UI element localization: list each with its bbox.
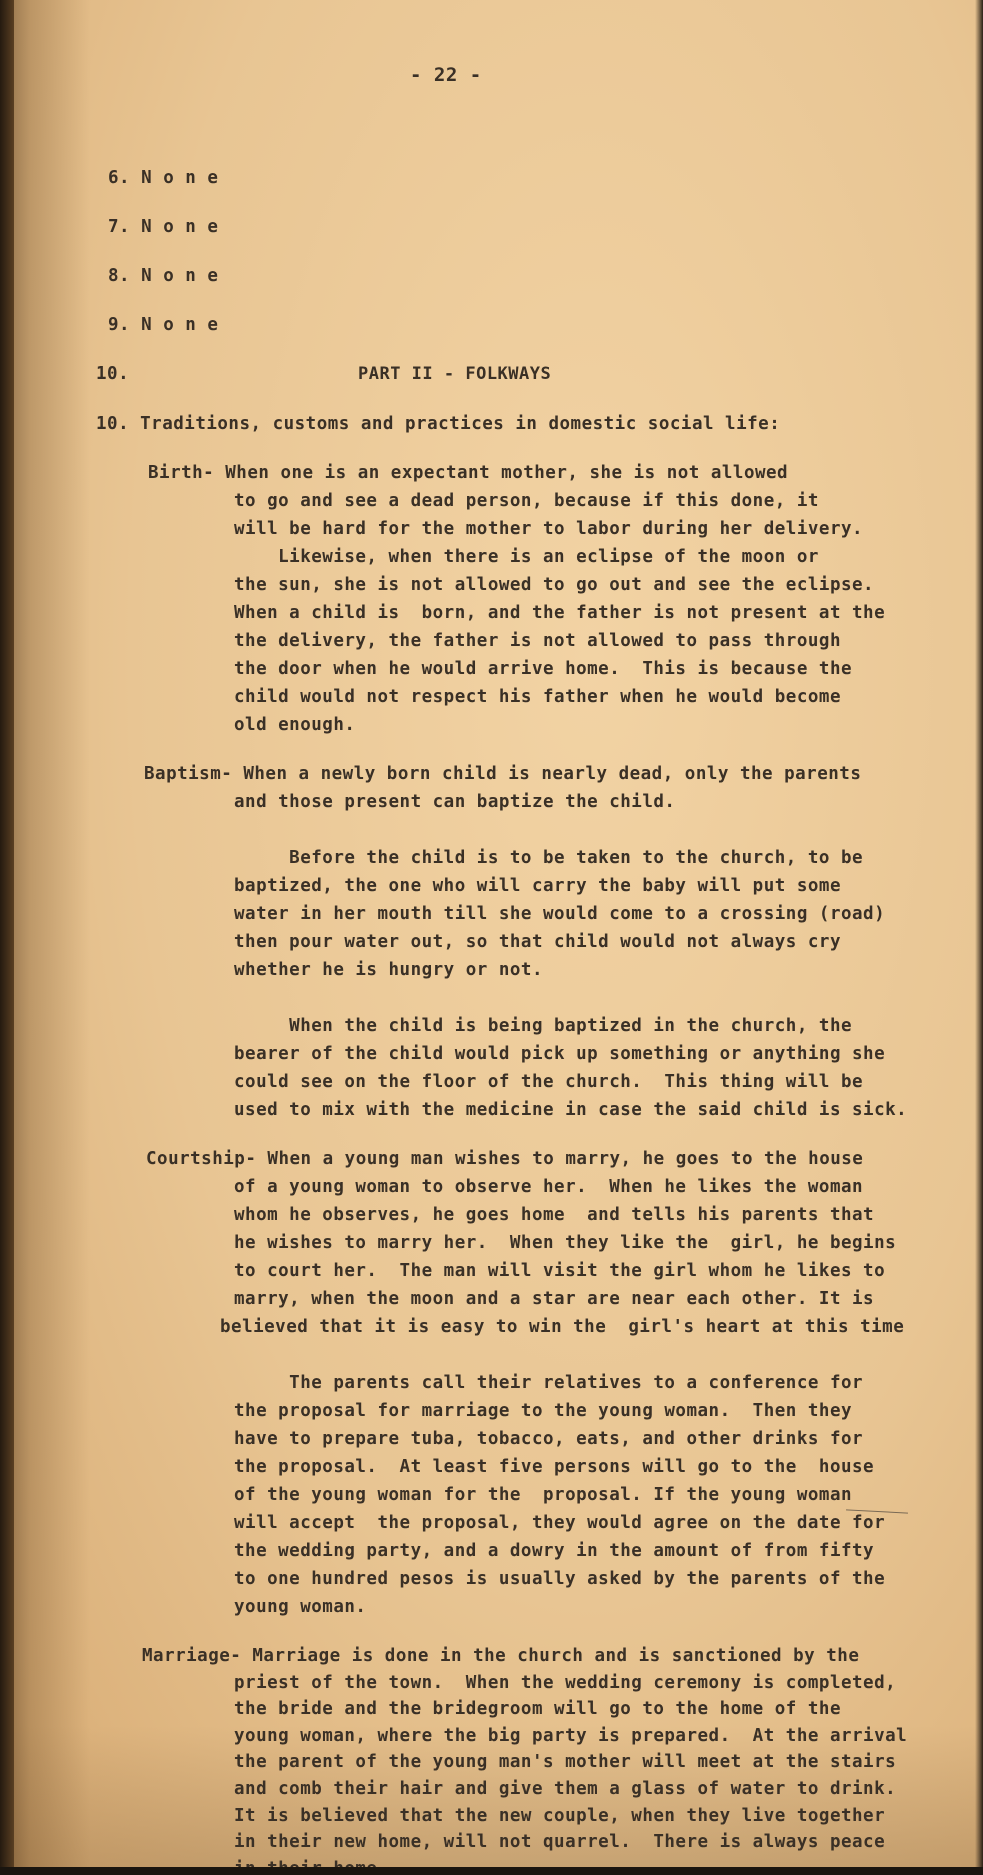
numbered-item: 6. N o n e <box>108 168 219 188</box>
text-line: could see on the floor of the church. This thing will be <box>234 1072 864 1092</box>
courtship-paragraph-first-line: Courtship- When a young man wishes to marry, he goes to the house <box>146 1149 864 1169</box>
text-line: marry, when the moon and a star are near each other. It is <box>234 1289 875 1309</box>
text-line: young woman. <box>234 1597 367 1617</box>
text-line: the proposal for marriage to the young woman. Then they <box>234 1401 853 1421</box>
text-line: young woman, where the big party is prepared. At the arrival <box>234 1725 908 1746</box>
text-line: priest of the town. When the wedding ceremony is completed, <box>234 1672 897 1693</box>
numbered-item: 8. N o n e <box>108 266 219 286</box>
text-line: and comb their hair and give them a glass of water to drink. <box>234 1779 897 1799</box>
text-line: bearer of the child would pick up something or anything she <box>234 1044 886 1064</box>
marriage-paragraph-first-line: Marriage- Marriage is done in the church and is sanctioned by the <box>142 1646 860 1666</box>
marriage-label: Marriage- <box>142 1646 242 1666</box>
text-line: the bride and the bridegroom will go to the home of the <box>234 1699 841 1720</box>
page-edge-shadow <box>975 0 983 1875</box>
text-line: the door when he would arrive home. This is because the <box>234 659 853 679</box>
text-line: the parent of the young man's mother will meet at the stairs <box>234 1752 897 1773</box>
text-line: baptized, the one who will carry the baby will put some <box>234 876 841 896</box>
text-line: then pour water out, so that child would not always cry <box>234 932 841 952</box>
text-line: he wishes to marry her. When they like the girl, he begins <box>234 1233 897 1253</box>
page-number: - 22 - <box>410 64 482 86</box>
text-line: of a young woman to observe her. When he likes the woman <box>234 1177 864 1197</box>
text-line: When the child is being baptized in the church, the <box>234 1016 853 1036</box>
section-intro: 10. Traditions, customs and practices in domestic social life: <box>96 414 781 434</box>
text-line: It is believed that the new couple, when they live together <box>234 1805 886 1826</box>
text-line: water in her mouth till she would come to a crossing (road) <box>234 904 886 924</box>
text-line: will accept the proposal, they would agree on the date for <box>234 1513 886 1533</box>
text-line: the wedding party, and a dowry in the amount of from fifty <box>234 1541 875 1561</box>
numbered-item: 9. N o n e <box>108 315 219 335</box>
birth-paragraph-first-line: Birth- When one is an expectant mother, she is not allowed <box>148 463 789 483</box>
text-line: believed that it is easy to win the girl's heart at this time <box>220 1317 905 1337</box>
text-line: When a child is born, and the father is not present at the <box>234 603 886 623</box>
courtship-label: Courtship- <box>146 1149 257 1169</box>
text-line: Likewise, when there is an eclipse of the moon or <box>234 547 819 567</box>
text-line: and those present can baptize the child. <box>234 792 676 812</box>
text-line: will be hard for the mother to labor during her delivery. <box>234 519 864 539</box>
text-line: Before the child is to be taken to the church, to be <box>234 848 864 868</box>
text-line: The parents call their relatives to a conference for <box>234 1373 864 1393</box>
baptism-label: Baptism- <box>144 764 233 784</box>
text-line: in their new home, will not quarrel. There is always peace <box>234 1832 886 1853</box>
birth-label: Birth- <box>148 463 215 483</box>
page-binding-shadow <box>0 0 14 1875</box>
text-line: old enough. <box>234 715 356 735</box>
text-line: child would not respect his father when he would become <box>234 687 841 707</box>
text-line: whom he observes, he goes home and tells his parents that <box>234 1205 875 1225</box>
text-line: the delivery, the father is not allowed to pass through <box>234 631 841 651</box>
text-line: to go and see a dead person, because if this done, it <box>234 491 819 511</box>
text-line: whether he is hungry or not. <box>234 960 544 980</box>
page-bottom-edge <box>0 1867 983 1875</box>
text-line: have to prepare tuba, tobacco, eats, and other drinks for <box>234 1429 864 1449</box>
part-heading-number: 10. <box>96 364 130 384</box>
baptism-paragraph-first-line: Baptism- When a newly born child is nearly dead, only the parents <box>144 764 862 784</box>
text-line: to one hundred pesos is usually asked by the parents of the <box>234 1569 886 1589</box>
part-heading: PART II - FOLKWAYS <box>358 364 552 384</box>
text-line: the sun, she is not allowed to go out and see the eclipse. <box>234 575 875 595</box>
text-line: the proposal. At least five persons will go to the house <box>234 1457 875 1477</box>
text-line: of the young woman for the proposal. If the young woman <box>234 1485 853 1505</box>
numbered-item: 7. N o n e <box>108 217 219 237</box>
text-line: used to mix with the medicine in case the said child is sick. <box>234 1100 908 1120</box>
text-line: to court her. The man will visit the girl whom he likes to <box>234 1261 886 1281</box>
